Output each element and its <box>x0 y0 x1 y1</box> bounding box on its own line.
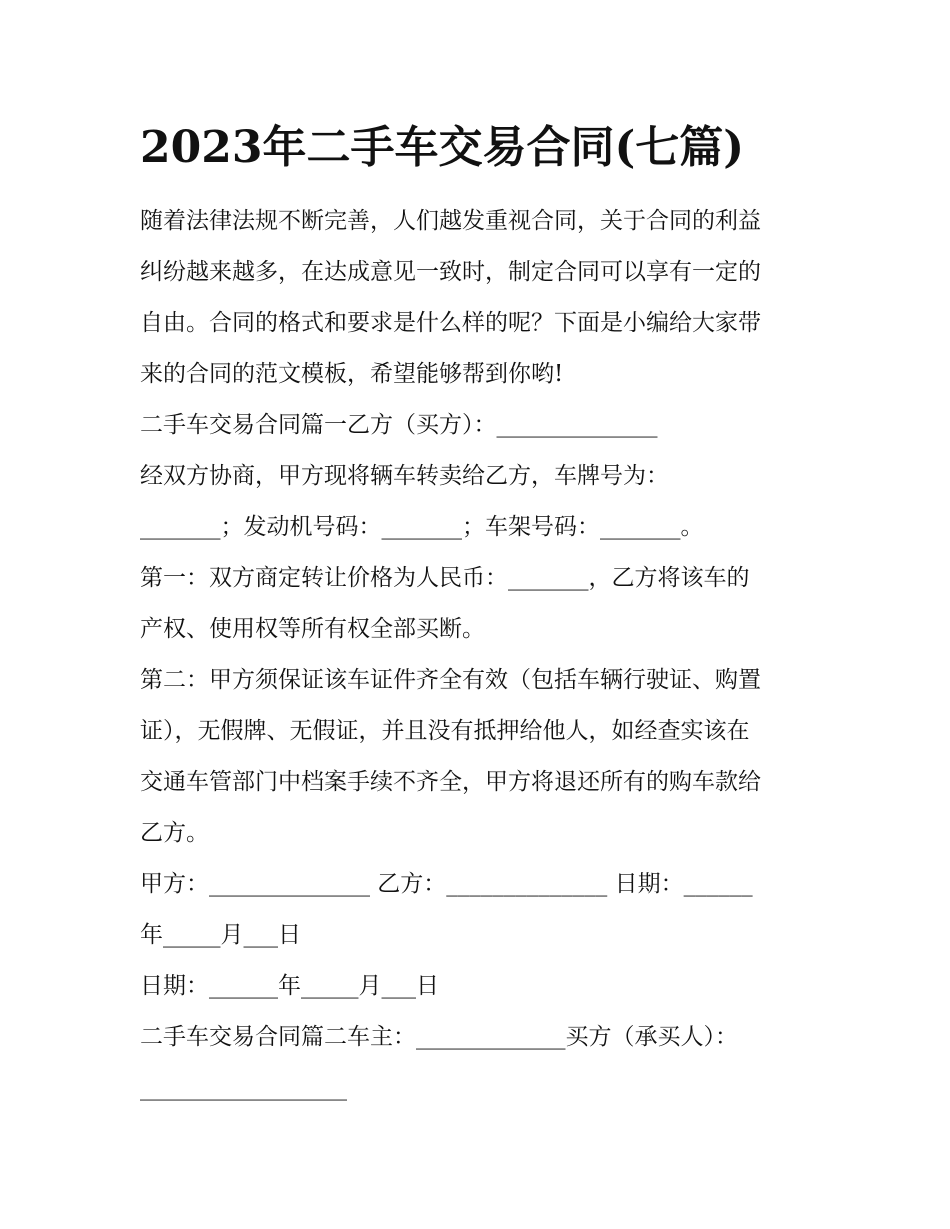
intro-line-4: 来的合同的范文模板，希望能够帮到你哟! <box>140 361 564 387</box>
signature-date-line: 年_____月___日 <box>140 922 301 948</box>
clause-two-line-1: 第二：甲方须保证该车证件齐全有效（包括车辆行驶证、购置 <box>140 667 761 693</box>
clause-two-line-2: 证），无假牌、无假证，并且没有抵押给他人，如经查实该在 <box>140 718 750 744</box>
blank-line: __________________ <box>140 1075 347 1101</box>
date-line: 日期：______年_____月___日 <box>140 973 439 999</box>
contract-two-heading: 二手车交易合同篇二车主：_____________买方（承买人）： <box>140 1024 738 1050</box>
contract-one-heading: 二手车交易合同篇一乙方（买方）：______________ <box>140 412 658 438</box>
clause-two-line-3: 交通车管部门中档案手续不齐全，甲方将退还所有的购车款给 <box>140 769 761 795</box>
clause-one-line-2: 产权、使用权等所有权全部买断。 <box>140 616 485 642</box>
intro-line-3: 自由。合同的格式和要求是什么样的呢？下面是小编给大家带 <box>140 310 761 336</box>
intro-line-2: 纠纷越来越多，在达成意见一致时，制定合同可以享有一定的 <box>140 259 761 285</box>
clause-one-line-1: 第一：双方商定转让价格为人民币：_______，乙方将该车的 <box>140 565 750 591</box>
clause-two-line-4: 乙方。 <box>140 820 209 846</box>
document-title: 2023年二手车交易合同(七篇) <box>140 122 745 173</box>
paragraph-line: _______；发动机号码：_______；车架号码：_______。 <box>140 514 704 540</box>
signature-line: 甲方：______________ 乙方：______________ 日期：______ <box>140 871 753 897</box>
paragraph-line: 经双方协商，甲方现将辆车转卖给乙方，车牌号为： <box>140 463 669 489</box>
intro-line-1: 随着法律法规不断完善，人们越发重视合同，关于合同的利益 <box>140 208 761 234</box>
